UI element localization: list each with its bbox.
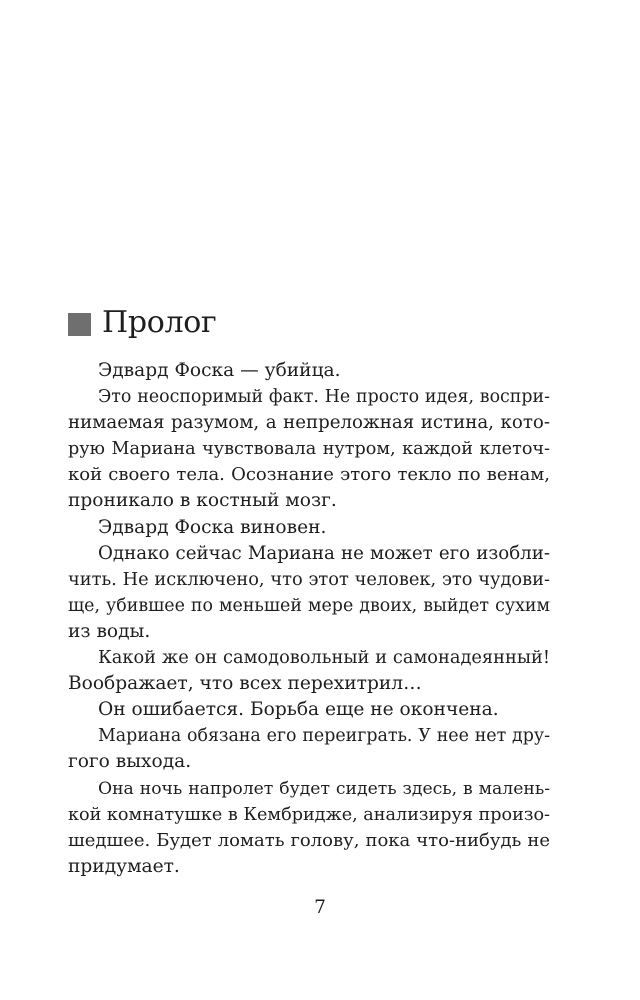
text-line: нимаемая разумом, а непреложная истина, кото-: [68, 412, 550, 434]
chapter-title: Пролог: [102, 305, 217, 340]
text-line: кой комнатушке в Кембридже, анализируя произо-: [68, 804, 550, 825]
text-line: кой своего тела. Осознание этого текло по венам,: [68, 464, 550, 486]
text-line: шедшее. Будет ломать голову, пока что-нибудь не: [68, 829, 550, 851]
text-line: гого выхода.: [68, 751, 192, 773]
text-line: Он ошибается. Борьба еще не окончена.: [98, 699, 499, 721]
text-line: Эдвард Фоска виновен.: [98, 516, 327, 538]
text-line: Воображает, что всех перехитрил…: [68, 673, 422, 695]
text-line: Она ночь напролет будет сидеть здесь, в малень-: [98, 778, 550, 799]
text-line: Мариана обязана его переиграть. У нее нет дру-: [98, 726, 550, 747]
text-line: придумает.: [68, 855, 180, 877]
text-line: Эдвард Фоска — убийца.: [98, 360, 341, 381]
text-line: Это неоспоримый факт. Не просто идея, воспри-: [98, 387, 550, 408]
page-number: 7: [314, 897, 326, 918]
prologue-text: [68, 358, 550, 880]
chapter-heading: [68, 303, 216, 343]
text-line: из воды.: [68, 620, 151, 642]
text-line: Какой же он самодовольный и самонадеянный!: [98, 647, 550, 669]
heading-square-marker: [68, 313, 91, 336]
text-line: чить. Не исключено, что этот человек, это чудови-: [68, 568, 550, 590]
text-line: проникало в костный мозг.: [68, 490, 337, 512]
text-line: рую Мариана чувствовала нутром, каждой клеточ-: [68, 439, 550, 460]
text-line: Однако сейчас Мариана не может его изобли-: [98, 542, 550, 564]
text-line: ще, убившее по меньшей мере двоих, выйдет сухим: [68, 595, 550, 616]
